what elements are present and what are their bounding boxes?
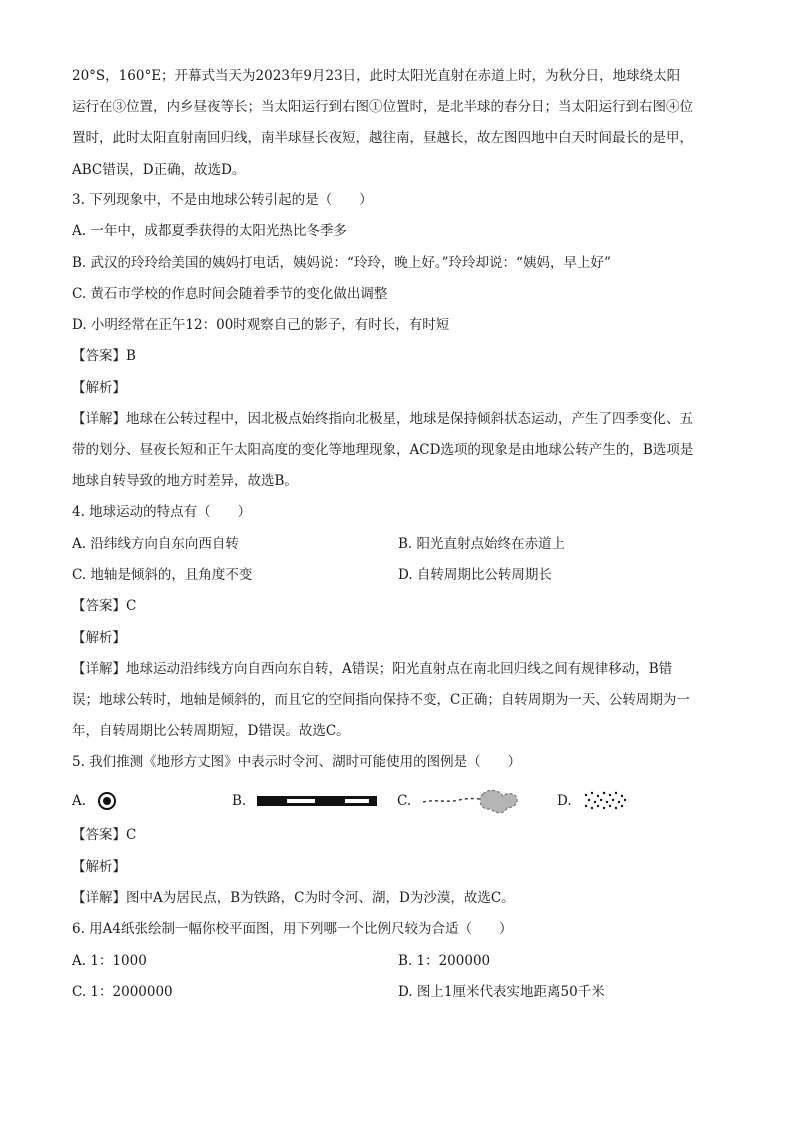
legend-option-c: [397, 788, 531, 814]
question-3-option-c: C. 黄石市学校的作息时间会随着季节的变化做出调整: [72, 286, 388, 302]
intro-line: 置时，此时太阳直射南回归线，南半球昼长夜短，越往南，昼越长，故左图四地中白天时间最长的是甲，: [72, 130, 693, 146]
question-3-stem: 3. 下列现象中，不是由地球公转引起的是（ ）: [72, 192, 373, 208]
question-3-detail-line: 地球自转导致的地方时差异，故选B。: [72, 473, 298, 489]
question-4-analysis-label: 【解析】: [72, 630, 126, 646]
question-5-stem: 5. 我们推测《地形方丈图》中表示时令河、湖时可能使用的图例是（ ）: [72, 754, 522, 770]
question-6-option-d: D. 图上1厘米代表实地距离50千米: [398, 984, 605, 1000]
legend-option-d-label: D.: [557, 793, 572, 809]
question-3-analysis-label: 【解析】: [72, 380, 126, 396]
question-5-legend-options: [72, 788, 732, 814]
question-3-detail-line: 【详解】地球在公转过程中，因北极点始终指向北极星，地球是保持倾斜状态运动，产生了四季变化、五: [72, 411, 693, 427]
question-4-option-a: A. 沿纬线方向自东向西自转: [72, 536, 239, 552]
question-6-option-b: B. 1：200000: [398, 953, 491, 969]
question-5-answer: 【答案】C: [72, 827, 137, 843]
intro-line: ABC错误，D正确，故选D。: [72, 162, 246, 178]
question-3-detail-line: 带的划分、昼夜长短和正午太阳高度的变化等地理现象，ACD选项的现象是由地球公转产生的，B选项是: [72, 442, 694, 458]
question-4-option-c: C. 地轴是倾斜的，且角度不变: [72, 567, 253, 583]
question-5-analysis-label: 【解析】: [72, 859, 126, 875]
legend-option-a: [72, 788, 118, 814]
question-4-stem: 4. 地球运动的特点有（ ）: [72, 504, 252, 520]
legend-option-c-label: C.: [397, 793, 412, 809]
legend-option-d: [557, 788, 628, 814]
question-4-option-b: B. 阳光直射点始终在赤道上: [398, 536, 566, 552]
intro-line: 运行在③位置，内乡昼夜等长；当太阳运行到右图①位置时，是北半球的春分日；当太阳运行到右图④位: [72, 99, 693, 115]
legend-option-b: [232, 788, 378, 814]
question-6-stem: 6. 用A4纸张绘制一幅你校平面图，用下列哪一个比例尺较为合适（ ）: [72, 921, 513, 937]
desert-symbol-icon: [582, 790, 628, 812]
question-4-detail-line: 【详解】地球运动沿纬线方向自西向东自转，A错误；阳光直射点在南北回归线之间有规律移动，B错: [72, 661, 673, 677]
question-6-option-a: A. 1：1000: [72, 953, 147, 969]
question-3-option-d: D. 小明经常在正午12：00时观察自己的影子，有时长，有时短: [72, 317, 450, 333]
legend-option-b-label: B.: [232, 793, 247, 809]
legend-option-a-label: A.: [72, 793, 87, 809]
seasonal-river-lake-symbol-icon: [421, 786, 531, 816]
intro-line: 20°S，160°E；开幕式当天为2023年9月23日，此时太阳光直射在赤道上时，为秋分日，地球绕太阳: [72, 68, 681, 84]
railway-symbol-icon: [256, 794, 378, 808]
question-6-option-c: C. 1：2000000: [72, 984, 173, 1000]
question-4-detail-line: 误；地球公转时，地轴是倾斜的，而且它的空间指向保持不变，C正确；自转周期为一天、公转周期为一: [72, 692, 690, 708]
question-4-detail-line: 年，自转周期比公转周期短，D错误。故选C。: [72, 723, 350, 739]
question-5-detail: 【详解】图中A为居民点，B为铁路，C为时令河、湖，D为沙漠，故选C。: [72, 890, 515, 906]
settlement-symbol-icon: [96, 790, 118, 812]
question-3-option-b: B. 武汉的玲玲给美国的姨妈打电话，姨妈说：“玲玲，晚上好。”玲玲却说：“姨妈，早上好”: [72, 255, 611, 271]
question-3-answer: 【答案】B: [72, 348, 136, 364]
question-4-answer: 【答案】C: [72, 598, 137, 614]
question-4-option-d: D. 自转周期比公转周期长: [398, 567, 552, 583]
question-3-option-a: A. 一年中，成都夏季获得的太阳光热比冬季多: [72, 223, 347, 239]
